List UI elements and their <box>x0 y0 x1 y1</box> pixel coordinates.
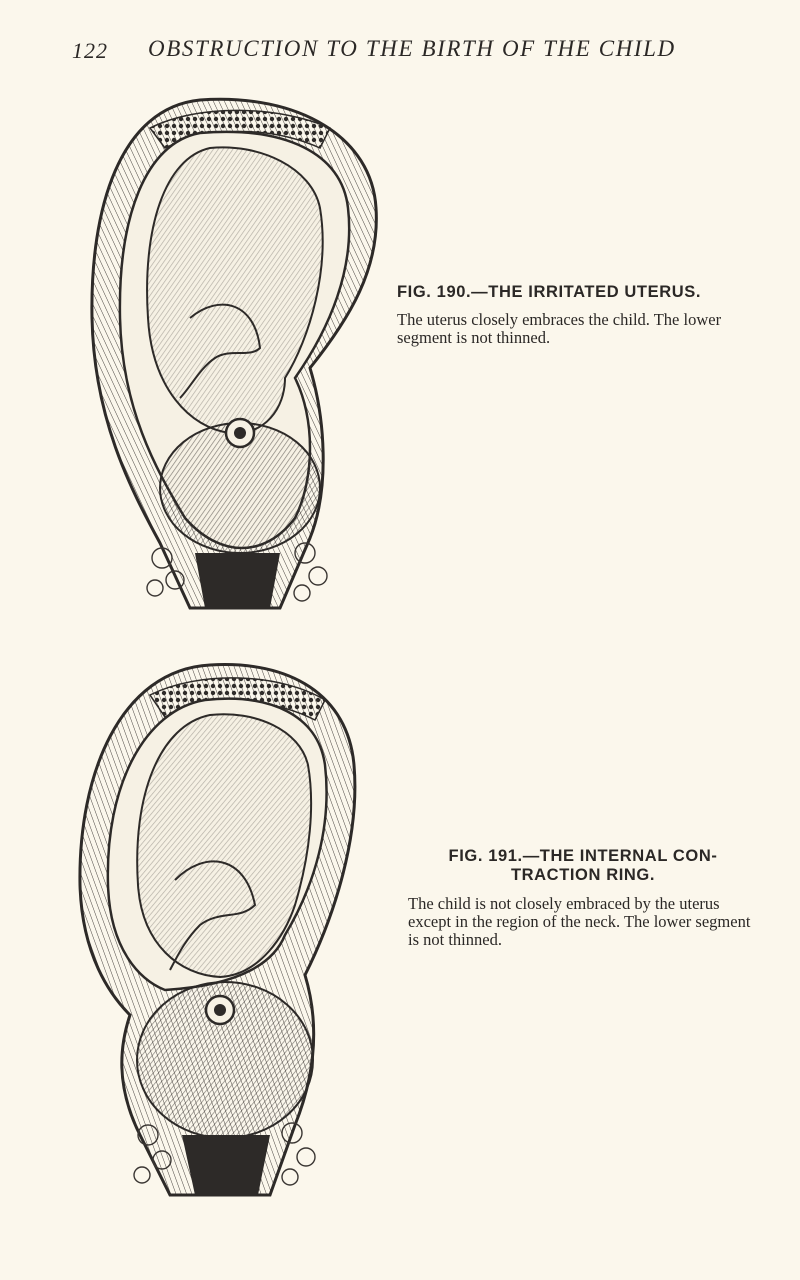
fig-191-illustration <box>70 655 370 1200</box>
fig-190-text: The uterus closely embraces the child. The lower segment is not thinned. <box>397 310 722 347</box>
fig-190-title: FIG. 190.—THE IRRITATED UTERUS. <box>397 283 702 301</box>
fig-191-title: FIG. 191.—THE INTERNAL CON-TRACTION RING. <box>448 847 718 884</box>
page-number: 122 <box>72 38 108 63</box>
fig-191-caption <box>408 847 758 949</box>
running-head: OBSTRUCTION TO THE BIRTH OF THE CHILD <box>148 36 676 61</box>
fig-190-caption <box>397 283 767 347</box>
fig-190-illustration <box>80 88 390 613</box>
fig-191-text: The child is not closely embraced by the uterus except in the region of the neck. The lower segment is not thinned. <box>408 894 751 949</box>
